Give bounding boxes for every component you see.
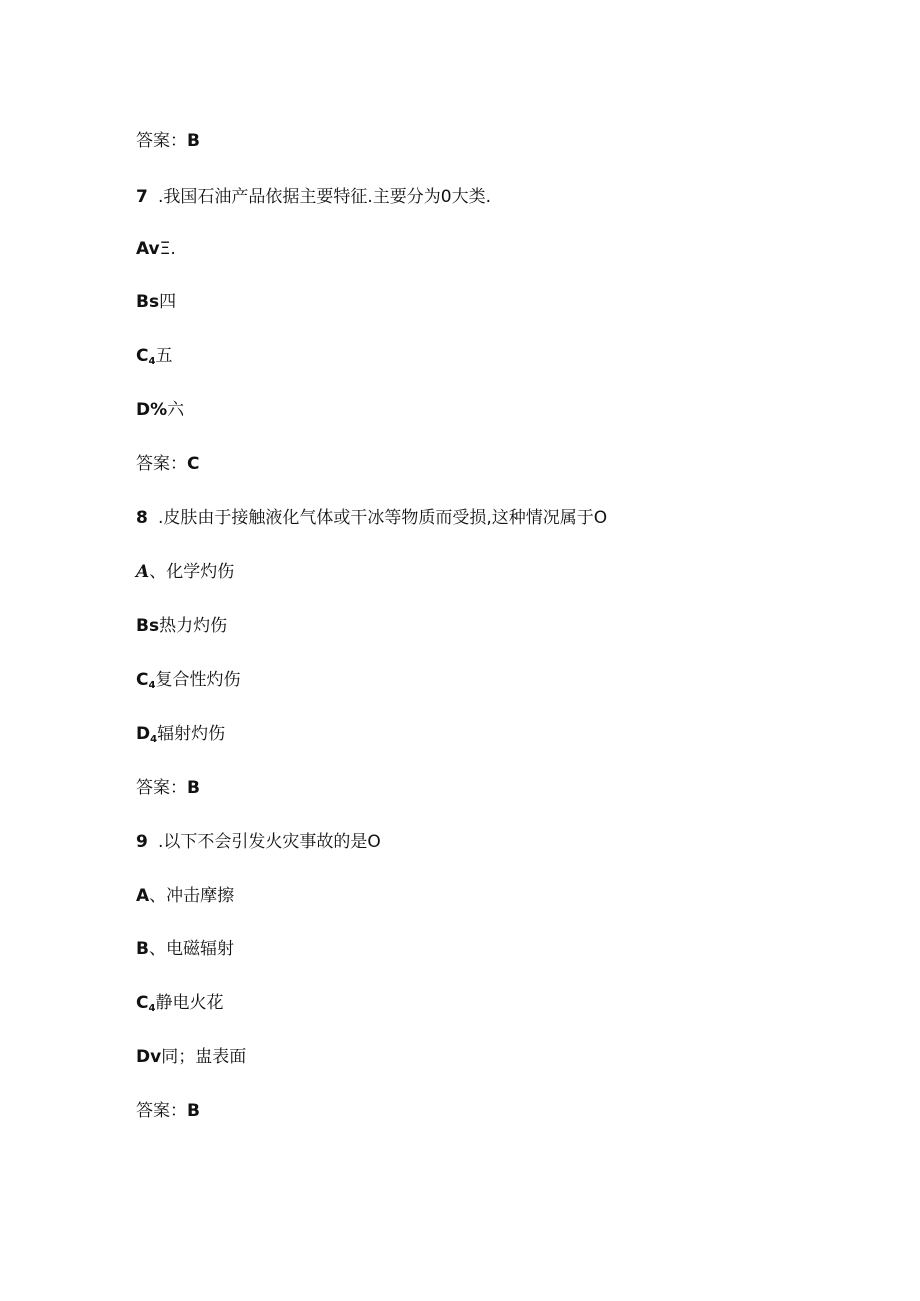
question-number: 8 [136,508,148,528]
option-c [136,669,240,697]
answer-value: C [187,454,200,474]
option-a [136,238,176,260]
option-d [136,723,225,751]
option-key: Bs [136,292,160,312]
question-number: 7 [136,187,148,207]
option-a [136,561,234,583]
option-text: 、化学灼伤 [149,562,235,582]
answer-line [136,453,199,475]
option-key-subscript: 4 [148,356,156,367]
option-d [136,399,184,421]
option-key-subscript: 4 [148,680,156,691]
option-key: A [136,562,150,582]
option-text: 热力灼伤 [159,616,228,636]
option-b [136,938,234,960]
option-key: D% [136,400,168,420]
question-text: .皮肤由于接触液化气体或干冰等物质而受损,这种情况属于O [158,508,608,528]
option-key: Dv [136,1047,162,1067]
option-key: B [136,939,149,959]
answer-value: B [187,778,200,798]
option-key: Bs [136,616,160,636]
question-number: 9 [136,832,148,852]
answer-line [136,130,200,152]
option-a [136,885,234,907]
answer-label: 答案： [136,131,187,151]
option-c [136,345,172,373]
answer-label: 答案： [136,1101,187,1121]
option-c [136,992,223,1020]
option-b [136,291,176,313]
answer-line [136,1100,200,1122]
question-text: .我国石油产品依据主要特征.主要分为0大类. [158,187,492,207]
answer-label: 答案： [136,454,187,474]
option-key-subscript: 4 [148,1003,156,1014]
question-9 [136,831,381,853]
option-d [136,1046,246,1068]
answer-line [136,777,200,799]
option-b [136,615,227,637]
option-key: C [136,346,149,366]
option-key: C [136,670,149,690]
question-text: .以下不会引发火灾事故的是O [158,832,381,852]
option-key-subscript: 4 [150,734,158,745]
option-text: 、电磁辐射 [148,939,234,959]
option-text: Ξ. [159,239,176,259]
option-text: 静电火花 [155,993,224,1013]
option-text: 四 [159,292,177,312]
answer-value: B [187,131,200,151]
answer-value: B [187,1101,200,1121]
option-text: 同；盅表面 [161,1047,247,1067]
option-text: 五 [155,346,173,366]
option-key: Av [136,239,160,259]
option-key: D [136,724,151,744]
question-7 [136,186,491,208]
option-text: 六 [167,400,185,420]
option-text: 辐射灼伤 [157,724,226,744]
answer-label: 答案： [136,778,187,798]
question-8 [136,507,607,529]
option-text: 、冲击摩擦 [149,886,235,906]
option-text: 复合性灼伤 [155,670,241,690]
option-key: A [136,886,150,906]
option-key: C [136,993,149,1013]
